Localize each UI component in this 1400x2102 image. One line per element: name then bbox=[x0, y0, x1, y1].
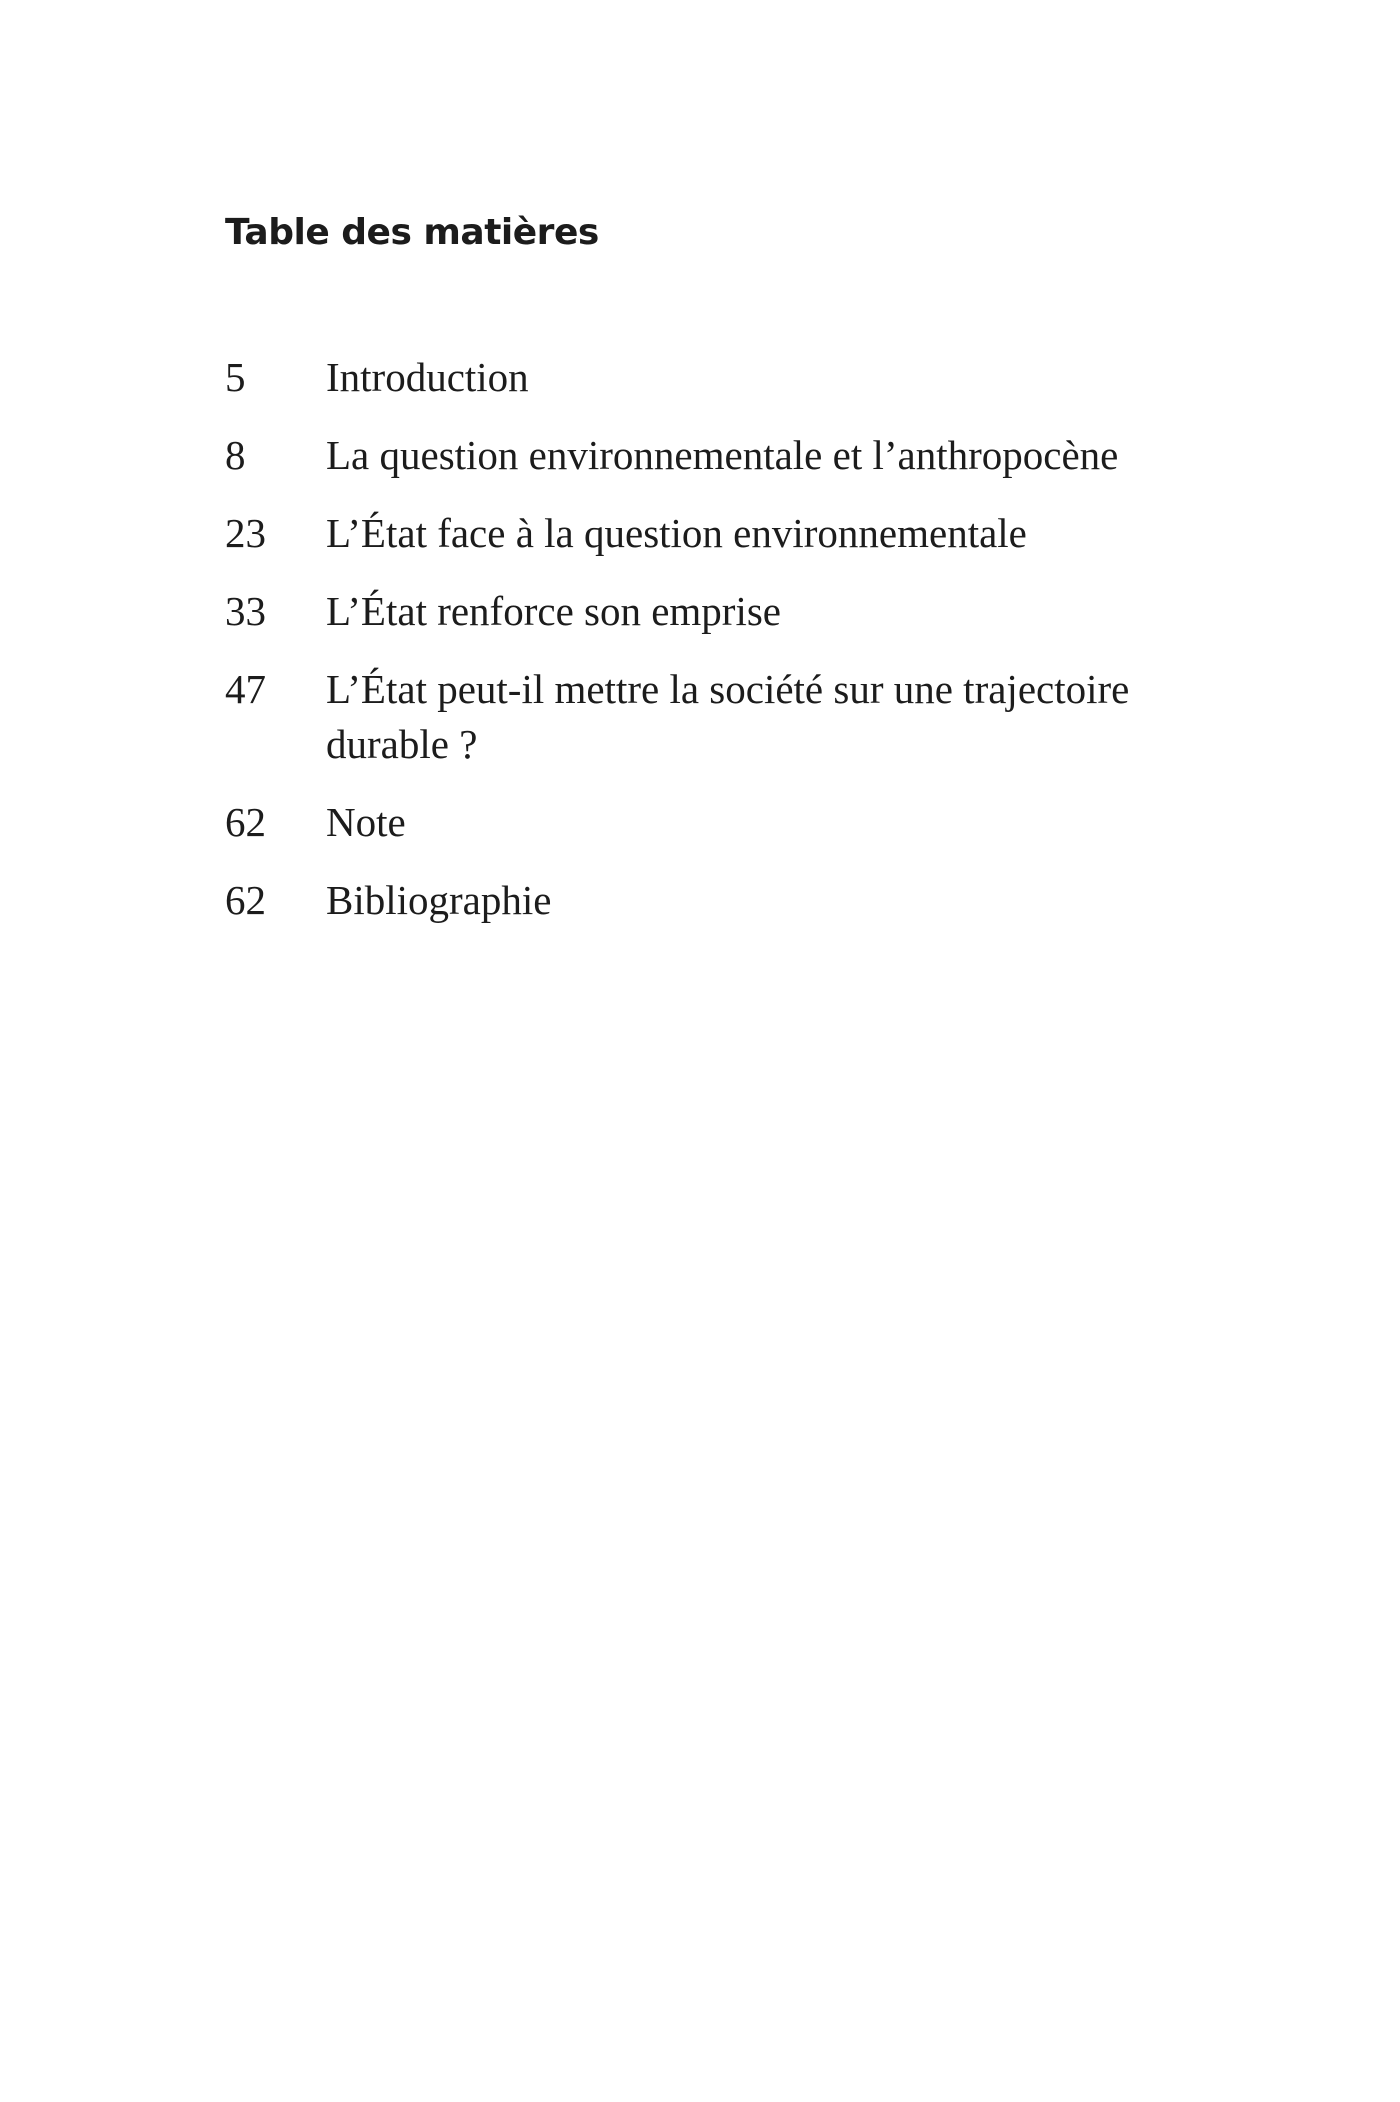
toc-entry-introduction bbox=[225, 350, 1225, 405]
toc-page-number: 5 bbox=[225, 354, 246, 400]
toc-entry-title: L’État peut-il mettre la société sur une trajectoire durable ? bbox=[326, 666, 1130, 767]
toc-entry-title: L’État face à la question environnementale bbox=[326, 510, 1027, 556]
toc-page-number: 23 bbox=[225, 510, 266, 556]
toc-page-number: 33 bbox=[225, 588, 266, 634]
toc-page-number: 47 bbox=[225, 666, 266, 712]
toc-entry-title: Introduction bbox=[326, 354, 529, 400]
toc-entry-question-environnementale bbox=[225, 428, 1225, 483]
toc-heading: Table des matières bbox=[225, 212, 599, 253]
toc-page-number: 62 bbox=[225, 799, 266, 845]
toc-page-number: 62 bbox=[225, 877, 266, 923]
toc-entry-etat-face bbox=[225, 506, 1225, 561]
toc-entry-title: Bibliographie bbox=[326, 877, 552, 923]
toc-page-number: 8 bbox=[225, 432, 246, 478]
toc-entry-title: Note bbox=[326, 799, 406, 845]
toc-entry-etat-renforce bbox=[225, 584, 1225, 639]
toc-entry-title: La question environnementale et l’anthropocène bbox=[326, 432, 1119, 478]
toc-entry-note bbox=[225, 795, 1225, 850]
toc-entry-trajectoire-durable bbox=[225, 662, 1225, 772]
toc-entry-title: L’État renforce son emprise bbox=[326, 588, 782, 634]
toc-entry-bibliographie bbox=[225, 873, 1225, 928]
toc-list bbox=[225, 350, 1225, 951]
